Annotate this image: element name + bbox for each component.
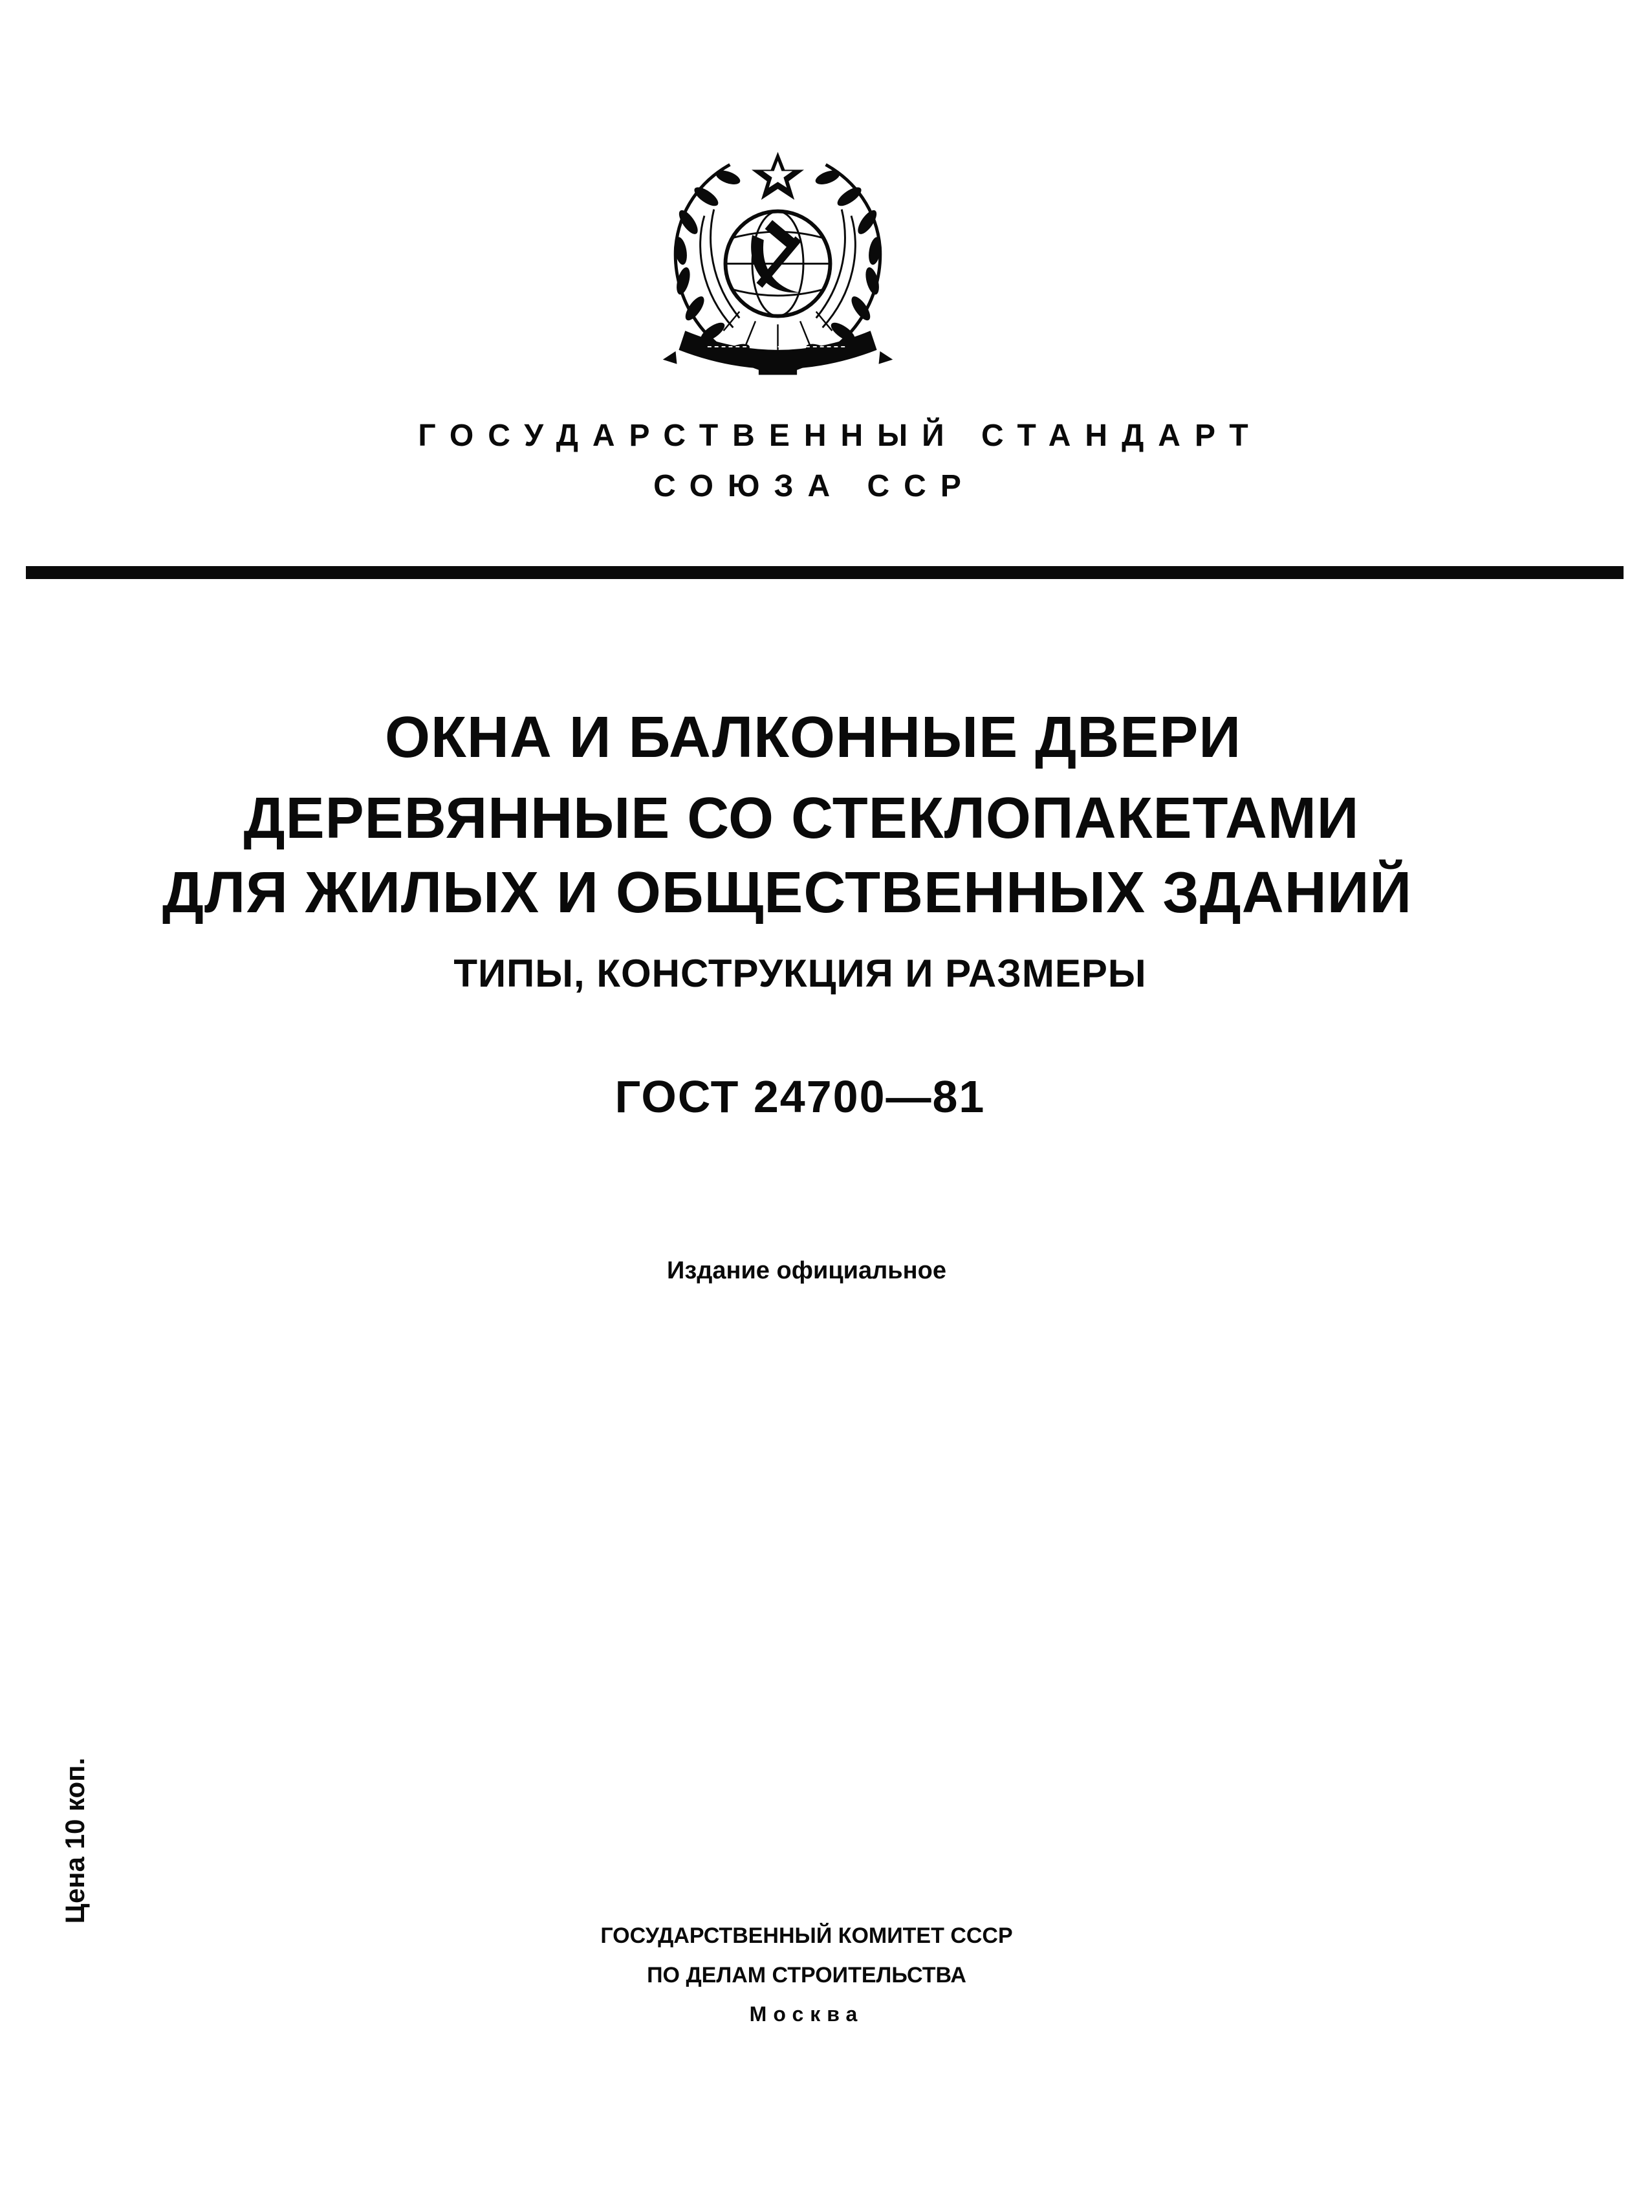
header-union-line: СОЮЗА ССР — [653, 469, 975, 503]
state-emblem-icon — [650, 139, 906, 395]
edition-note: Издание официальное — [667, 1257, 946, 1284]
document-title-line-2: ДЕРЕВЯННЫЕ СО СТЕКЛОПАКЕТАМИ — [243, 786, 1360, 851]
standard-designation: ГОСТ 24700—81 — [614, 1071, 986, 1122]
price-text: Цена 10 коп. — [60, 1757, 90, 1924]
publisher-city: Москва — [749, 2002, 864, 2026]
publisher-line-1: ГОСУДАРСТВЕННЫЙ КОМИТЕТ СССР — [600, 1923, 1013, 1948]
document-subtitle: ТИПЫ, КОНСТРУКЦИЯ И РАЗМЕРЫ — [453, 952, 1147, 995]
document-title-line-3: ДЛЯ ЖИЛЫХ И ОБЩЕСТВЕННЫХ ЗДАНИЙ — [162, 860, 1413, 925]
header-standard-line: ГОСУДАРСТВЕННЫЙ СТАНДАРТ — [418, 419, 1263, 453]
document-title-line-1: ОКНА И БАЛКОННЫЕ ДВЕРИ — [384, 705, 1242, 770]
publisher-line-2: ПО ДЕЛАМ СТРОИТЕЛЬСТВА — [647, 1963, 966, 1988]
price-label — [56, 1744, 94, 1938]
header-divider — [26, 566, 1624, 579]
